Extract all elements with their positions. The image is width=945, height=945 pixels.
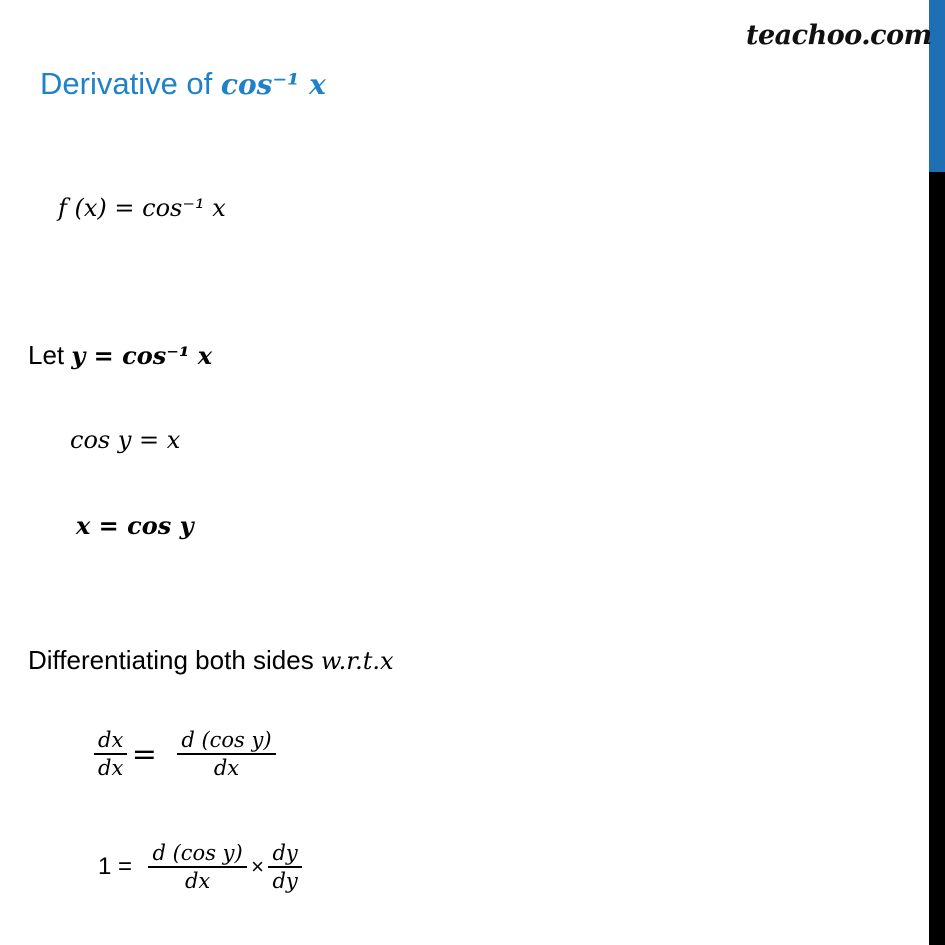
cos-equation: cos y = x (70, 426, 181, 454)
step2-first-denominator: dx (184, 869, 211, 894)
step1-rhs-fraction (177, 727, 275, 782)
step1-lhs-denominator: dx (98, 756, 124, 781)
brand-logo: teachoo.com (746, 20, 932, 51)
step1-rhs-denominator: dx (213, 756, 240, 781)
step2-times: × (251, 854, 265, 880)
function-definition: f (x) = cos⁻¹ x (58, 194, 226, 222)
step1-equation (94, 727, 276, 782)
step1-rhs-numerator: d (cos y) (177, 727, 275, 755)
wrt-expression: w.r.t.x (320, 647, 394, 675)
step2-first-fraction (148, 840, 246, 895)
step2-second-denominator: dy (272, 869, 298, 894)
let-word: Let (28, 340, 72, 370)
x-equation: x = cos y (76, 511, 194, 540)
let-expression: y = cos⁻¹ x (71, 341, 213, 370)
step2-second-fraction (268, 840, 301, 895)
scrollbar[interactable] (929, 0, 945, 945)
step2-second-numerator: dy (268, 840, 301, 868)
step1-lhs-fraction (94, 727, 127, 782)
step2-equation (98, 840, 302, 895)
step2-lhs: 1 = (98, 853, 133, 881)
step1-equals: = (131, 736, 157, 772)
page-title (40, 66, 326, 102)
step2-first-numerator: d (cos y) (148, 840, 246, 868)
title-prefix: Derivative of (40, 66, 221, 101)
differentiation-text: Differentiating both sides (28, 645, 321, 675)
let-line (28, 340, 212, 371)
title-math: cos⁻¹ x (220, 68, 326, 101)
differentiation-line (28, 645, 394, 676)
step1-lhs-numerator: dx (94, 727, 127, 755)
